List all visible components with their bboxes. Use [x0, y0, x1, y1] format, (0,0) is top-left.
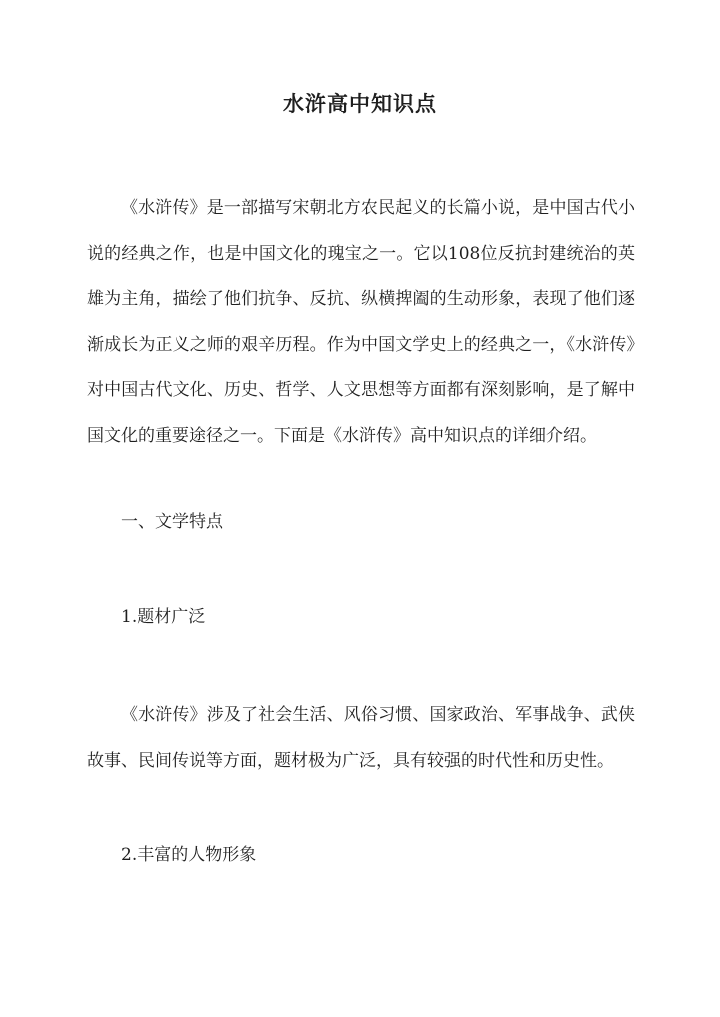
subheading-rich-characters: 2.丰富的人物形象 — [121, 845, 257, 865]
subheading-broad-subject-matter: 1.题材广泛 — [121, 607, 206, 627]
section-heading-literary-features: 一、文学特点 — [121, 512, 223, 532]
document-title: 水浒高中知识点 — [283, 91, 437, 116]
subject-matter-paragraph: 《水浒传》涉及了社会生活、风俗习惯、国家政治、军事战争、武侠故事、民间传说等方面，题材极为广泛，具有较强的时代性和历史性。 — [87, 705, 635, 771]
intro-paragraph: 《水浒传》是一部描写宋朝北方农民起义的长篇小说，是中国古代小说的经典之作，也是中国文化的瑰宝之一。它以108位反抗封建统治的英雄为主角，描绘了他们抗争、反抗、纵横捭阖的生动形象，表现了他们逐渐成长为正义之师的艰辛历程。作为中国文学史上的经典之一，《水浒传》对中国古代文化、历史、哲学、人文思想等方面都有深刻影响，是了解中国文化的重要途径之一。下面是《水浒传》高中知识点的详细介绍。 — [87, 198, 635, 446]
